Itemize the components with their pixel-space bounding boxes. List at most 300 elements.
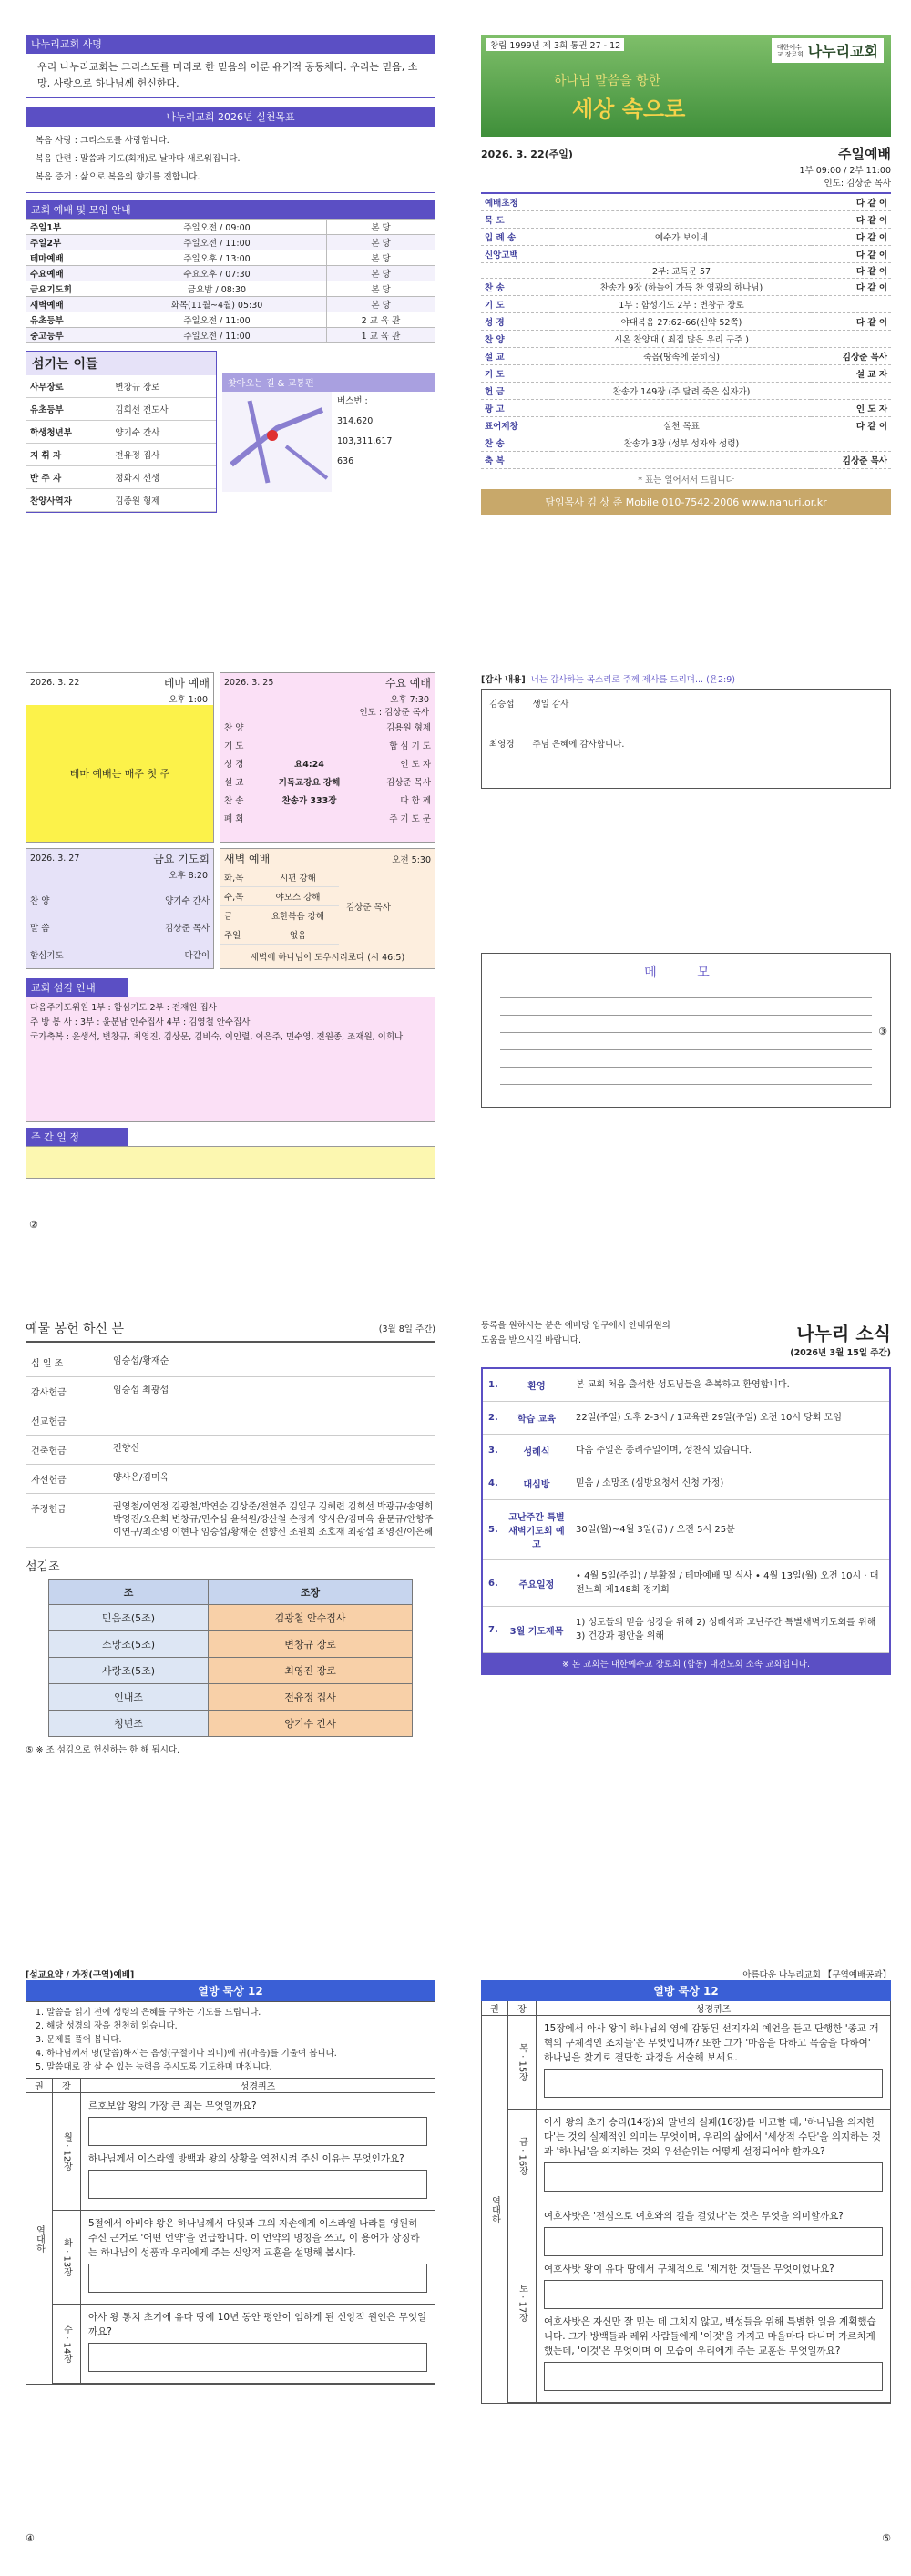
schedule-place: 본 당 — [327, 220, 435, 235]
p8-top-right: 아름다운 나누리교회 【구역예배공과】 — [742, 1970, 891, 1980]
dawn-time: 오전 5:30 — [392, 854, 431, 865]
schedule-row — [26, 220, 435, 235]
schedule-time: 화목(11월~4월) 05:30 — [107, 297, 327, 312]
order-item: 표어제창 — [485, 422, 518, 432]
schedule-time: 주일오전 / 11:00 — [107, 312, 327, 328]
p7-rules — [26, 2001, 435, 2079]
church-logo — [772, 38, 884, 63]
wed-item: 성 경 — [224, 760, 244, 770]
order-person: 다 같 이 — [855, 283, 887, 293]
order-content: 야대복음 27:62-66(신약 52쪽) — [620, 318, 742, 328]
offering-names: 권영철/이연정 김광철/박연순 김상준/전현주 김일구 김혜련 김희선 박광규/송영희 박영진/오은희 변창규/민수심 윤석원/강산철 손정자 양사은/김미옥 윤문규/안향주 이연구/최소영 이현나 임승섭/황재순 전향신 조원희 조호재 최광섭 최영진/이은혜 — [113, 1502, 434, 1538]
quiz-head — [26, 2079, 435, 2093]
dawn-table — [220, 868, 339, 945]
offering-names: 임승섭 최광섭 — [113, 1385, 169, 1395]
order-row — [481, 365, 891, 383]
news-content: 다음 주일은 종려주일이며, 성찬식 있습니다. — [576, 1446, 752, 1456]
news-footer: ※ 본 교회는 대한예수교 장로회 (합동) 대전노회 소속 교회입니다. — [483, 1653, 889, 1673]
schedule-row — [26, 235, 435, 250]
wed-row — [220, 754, 435, 772]
group-leader: 변창규 장로 — [209, 1631, 413, 1658]
order-row — [481, 331, 891, 348]
servant-name: 김희선 전도사 — [115, 405, 169, 415]
rule-item: 1. 말씀을 읽기 전에 성령의 은혜를 구하는 기도를 드립니다. — [36, 2008, 261, 2018]
order-item — [481, 263, 552, 279]
wed-item: 찬 양 — [224, 723, 244, 733]
bus-line: 636 — [337, 455, 354, 466]
order-item: 예배초청 — [485, 199, 518, 209]
header-meta: 창립 1999년 제 3회 통권 27 - 12 — [486, 38, 624, 51]
dawn-content: 야모스 강해 — [275, 893, 321, 903]
map-image — [222, 392, 332, 492]
quiz-section — [53, 2211, 435, 2305]
rule-item: 3. 문제를 풀어 봅니다. — [36, 2035, 122, 2045]
theme-title: 테마 예배 — [163, 677, 210, 690]
schedule-time: 주일오전 / 11:00 — [107, 235, 327, 250]
offering-row — [26, 1406, 435, 1436]
quiz-body — [26, 2093, 435, 2384]
schedule-place: 본 당 — [327, 266, 435, 281]
wed-row — [220, 791, 435, 809]
order-person: 다 같 이 — [855, 216, 887, 226]
news-num: 7. — [488, 1624, 498, 1635]
servant-row — [26, 444, 216, 466]
schedule-time: 수요오후 / 07:30 — [107, 266, 327, 281]
news-label: 환영 — [527, 1382, 546, 1392]
quiz-head-title: 성경퀴즈 — [240, 2082, 276, 2092]
fri-time: 오후 8:20 — [169, 871, 208, 881]
order-item: 찬 송 — [485, 283, 505, 293]
wed-title: 수요 예배 — [384, 677, 431, 690]
thanks-name: 김승섭 — [489, 700, 515, 710]
wed-person: 김상준 목사 — [386, 778, 431, 788]
order-row — [481, 383, 891, 400]
theme-time: 오후 1:00 — [169, 695, 208, 705]
order-person — [811, 434, 891, 452]
duty-line: 국가축복 : 윤생석, 변창규, 최영진, 김상문, 김비숙, 이인렬, 이은주, 민수영, 전원종, 조재원, 이희나 — [30, 1032, 404, 1042]
schedule-place: 본 당 — [327, 281, 435, 297]
fri-person: 다같이 — [184, 951, 210, 961]
servant-name: 양기수 간사 — [115, 428, 160, 438]
order-item: 성 경 — [485, 318, 505, 328]
servant-row — [26, 421, 216, 444]
offering-row — [26, 1436, 435, 1465]
rule-item: 4. 하나님께서 명(말씀)하시는 음성(구절이나 의미)에 귀(마음)를 기울여 봅니다. — [36, 2049, 337, 2059]
schedule-time: 주일오전 / 11:00 — [107, 328, 327, 343]
schedule-row — [26, 250, 435, 266]
weekly-schedule-title: 주 간 일 정 — [26, 1128, 128, 1146]
schedule-place: 본 당 — [327, 235, 435, 250]
offering-list — [26, 1348, 435, 1548]
theme-worship-box — [26, 672, 214, 843]
offering-kind: 십 일 조 — [31, 1359, 64, 1369]
order-table — [481, 192, 891, 469]
goal-item: 복음 단련 : 말씀과 기도(회개)로 날마다 새로워집니다. — [36, 154, 241, 164]
schedule-name: 주일2부 — [26, 235, 107, 250]
cover-banner — [481, 35, 891, 137]
order-item: 기 도 — [485, 301, 505, 311]
wed-person: 합 심 기 도 — [389, 741, 431, 751]
service-title: 주일예배 — [838, 146, 891, 162]
order-content: 1부 : 함성기도 2부 : 변창규 장로 — [619, 301, 744, 311]
schedule-row — [26, 297, 435, 312]
group-leader: 김광철 안수집사 — [209, 1605, 413, 1631]
quiz-questions — [537, 2016, 890, 2109]
schedule-name: 테마예배 — [26, 250, 107, 266]
page-3 — [26, 672, 435, 1255]
order-person — [811, 383, 891, 400]
order-row — [481, 348, 891, 365]
goals-title: 나누리교회 2026년 실천목표 — [26, 107, 435, 126]
wed-time: 오후 7:30 — [390, 695, 429, 705]
memo-title: 메 모 — [644, 966, 728, 980]
group-row — [49, 1711, 413, 1737]
answer-box — [544, 2162, 883, 2192]
theme-date: 2026. 3. 22 — [30, 678, 80, 688]
quiz-day: 금 · 16장 — [508, 2110, 537, 2203]
fri-table — [26, 886, 213, 968]
page-5 — [26, 1319, 435, 1884]
quiz-day: 월 · 12장 — [53, 2093, 81, 2210]
quiz-question: 5절에서 아비야 왕은 하나님께서 다윗과 그의 자손에게 이스라엘 나라를 영원히 주신 근거로 '어떤 언약'을 언급합니다. 이 언약의 명칭을 쓰고, 이 용어가 상징하는 하나님의 성품과 우리에게 주는 신앙적 교훈을 설명해 봅시다. — [88, 2218, 420, 2258]
group-name: 인내조 — [49, 1684, 209, 1711]
goal-item: 복음 증거 : 삶으로 복음의 향기를 전합니다. — [36, 172, 200, 182]
wed-worship-box — [220, 672, 435, 843]
wed-table — [220, 718, 435, 827]
wed-item: 찬 송 — [224, 796, 244, 806]
offering-week: (3월 8일 주간) — [378, 1324, 435, 1334]
page-6 — [481, 1319, 891, 1884]
group-leader: 전유정 집사 — [209, 1684, 413, 1711]
news-content: 1) 성도들의 믿음 성장을 위해 2) 성례식과 고난주간 특별새벽기도회를 위해 3) 건강과 평안을 위해 — [576, 1618, 876, 1641]
schedule-name: 수요예배 — [26, 266, 107, 281]
quiz-question: 15장에서 아사 왕이 하나님의 영에 감동된 선지자의 예언을 듣고 단행한 '종교 개혁의 구체적인 조치들'은 무엇입니까? 또한 그가 '마음을 다하고 목숨을 다하여' 하나님을 찾기로 결단한 과정을 서술해 보세요. — [544, 2023, 879, 2063]
servant-role: 반 주 자 — [30, 474, 62, 484]
order-row — [481, 211, 891, 229]
service-times: 1부 09:00 / 2부 11:00 — [799, 166, 891, 176]
order-row — [481, 229, 891, 246]
wed-content — [260, 809, 360, 827]
order-item: 축 복 — [485, 456, 505, 466]
news-content: 30일(월)~4월 3일(금) / 오전 5시 25분 — [576, 1525, 735, 1535]
duty-box — [26, 997, 435, 1122]
offering-names: 양사은/김미옥 — [113, 1473, 169, 1483]
group-name: 사랑조(5조) — [49, 1658, 209, 1684]
dawn-day: 수,목 — [224, 893, 244, 903]
servant-name: 정화지 선생 — [115, 474, 160, 484]
order-person: 다 같 이 — [855, 199, 887, 209]
answer-box — [544, 2227, 883, 2256]
mission-text: 우리 나누리교회는 그리스도를 머리로 한 믿음의 이룬 유기적 공동체다. 우리는 믿음, 소망, 사랑으로 하나님께 헌신한다. — [26, 53, 435, 98]
page-7 — [26, 1968, 435, 2550]
schedule-place: 본 당 — [327, 250, 435, 266]
p8-title: 열방 묵상 12 — [481, 1980, 891, 2001]
wed-row — [220, 809, 435, 827]
quiz-question: 아사 왕의 초기 승리(14장)와 말년의 실패(16장)를 비교할 때, '하나님을 의지한다'는 것의 실제적인 의미는 무엇이며, 우리의 삶에서 '세상적 수단'을 의지하는 것과 '하나님'을 의지하는 것의 우선순위는 어떻게 설정되어야 할까요? — [544, 2117, 881, 2157]
dawn-content: 없음 — [289, 931, 307, 941]
news-item — [483, 1467, 889, 1500]
quiz-section — [508, 2203, 890, 2403]
group-name: 청년조 — [49, 1711, 209, 1737]
church-name: 나누리교회 — [807, 43, 878, 60]
dawn-day: 금 — [224, 912, 233, 922]
answer-box — [544, 2280, 883, 2309]
schedule-row — [26, 312, 435, 328]
servant-row — [26, 398, 216, 421]
schedule-row — [26, 281, 435, 297]
order-content — [552, 246, 811, 263]
news-box — [481, 1367, 891, 1675]
order-person: 다 같 이 — [855, 318, 887, 328]
order-note: * 표는 일어서서 드립니다 — [638, 475, 734, 486]
order-item: 기 도 — [485, 370, 505, 380]
wed-content — [260, 718, 360, 736]
order-content: 시온 찬양대 ( 죄집 많은 우리 구주 ) — [614, 335, 749, 345]
dawn-verse: 새벽에 하나님이 도우시리로다 (시 46:5) — [250, 953, 405, 963]
wed-row — [220, 718, 435, 736]
theme-body: 테마 예배는 매주 첫 주 — [26, 705, 213, 842]
offering-kind: 건축헌금 — [31, 1446, 67, 1457]
news-num: 4. — [488, 1478, 498, 1488]
quiz-day: 화 · 13장 — [53, 2211, 81, 2304]
news-label: 성례식 — [523, 1447, 550, 1457]
answer-box — [88, 2264, 427, 2293]
order-row — [481, 263, 891, 279]
schedule-place: 2 교 육 관 — [327, 312, 435, 328]
fri-row — [26, 941, 213, 968]
order-item: 헌 금 — [485, 387, 505, 397]
news-intro: 등록을 원하시는 분은 예배당 입구에서 안내위원의 도움을 받으시길 바랍니다. — [481, 1321, 670, 1345]
weekly-schedule-box — [26, 1146, 435, 1179]
group-leader: 최영진 장로 — [209, 1658, 413, 1684]
news-label: 주요일정 — [518, 1579, 555, 1590]
p7-title: 열방 묵상 12 — [26, 1980, 435, 2001]
fri-item: 말 씀 — [30, 924, 50, 934]
rule-item: 5. 말씀대로 잘 살 수 있는 능력을 주시도록 기도하며 마칩니다. — [36, 2062, 272, 2072]
memo-box — [481, 953, 891, 1108]
order-content — [552, 211, 811, 229]
bus-line: 314,620 — [337, 415, 374, 426]
wed-leader: 인도 : 김상준 목사 — [359, 708, 429, 718]
quiz-question: 여호사밧은 자신만 잘 믿는 데 그치지 않고, 백성들을 위해 특별한 일을 계획했습니다. 그가 방백들과 레위 사람들에게 '이것'을 가지고 마을마다 다니며 가르치게 했는데, '이것'은 무엇이며 이 모습이 우리에게 주는 교훈은 무엇일까요? — [544, 2316, 876, 2356]
order-content: 찬송가 9장 (하늘에 가득 찬 영광의 하나님) — [599, 283, 763, 293]
schedule-name: 유초등부 — [26, 312, 107, 328]
news-content: 본 교회 처음 출석한 성도님들을 축복하고 환영합니다. — [576, 1380, 790, 1390]
quiz-head-book: 권 — [26, 2079, 53, 2092]
page-8 — [481, 1968, 891, 2550]
schedule-row — [26, 266, 435, 281]
quiz-question: 르호보암 왕의 가장 큰 죄는 무엇일까요? — [88, 2101, 257, 2111]
groups-table — [48, 1579, 413, 1737]
servant-name: 변창규 장로 — [115, 383, 160, 393]
page-2 — [481, 35, 891, 508]
group-row — [49, 1658, 413, 1684]
order-item: 입 례 송 — [485, 233, 517, 243]
order-row — [481, 313, 891, 331]
order-row — [481, 400, 891, 417]
order-person: 다 같 이 — [855, 233, 887, 243]
order-row — [481, 279, 891, 296]
order-person: 김상준 목사 — [842, 456, 887, 466]
schedule-place: 본 당 — [327, 297, 435, 312]
order-person: 다 같 이 — [855, 250, 887, 261]
group-name: 믿음조(5조) — [49, 1605, 209, 1631]
news-num: 2. — [488, 1413, 498, 1423]
offering-title: 예물 봉헌 하신 분 — [26, 1322, 125, 1336]
quiz-head-title: 성경퀴즈 — [695, 2005, 732, 2015]
quiz-day: 토 · 17장 — [508, 2203, 537, 2402]
schedule-row — [26, 328, 435, 343]
thanks-reason: 생일 감사 — [532, 700, 569, 710]
thanks-title: [감사 내용] — [481, 675, 526, 685]
thanks-box — [481, 689, 891, 789]
order-person: 김상준 목사 — [842, 353, 887, 363]
offering-names: 임승섭/황재순 — [113, 1356, 169, 1366]
quiz-section — [508, 2016, 890, 2110]
order-item: 설 교 — [485, 353, 505, 363]
goals-list — [26, 126, 435, 193]
quiz-day: 수 · 14장 — [53, 2305, 81, 2383]
fri-item: 합심기도 — [30, 951, 64, 961]
offering-kind: 자선헌금 — [31, 1476, 67, 1486]
rule-item: 2. 해당 성경의 장을 천천히 읽습니다. — [36, 2021, 178, 2031]
quiz-table — [26, 2079, 435, 2385]
wed-content — [260, 736, 360, 754]
offering-row — [26, 1348, 435, 1377]
news-num: 6. — [488, 1578, 498, 1589]
answer-box — [544, 2362, 883, 2391]
offering-kind: 감사헌금 — [31, 1388, 67, 1398]
quiz-book: 역대하 — [26, 2093, 53, 2384]
servant-row — [26, 466, 216, 489]
groups-title: 섬김조 — [26, 1560, 60, 1574]
church-sub: 대한예수교 장로회 — [776, 43, 804, 58]
fri-row — [26, 914, 213, 941]
news-num: 1. — [488, 1380, 498, 1390]
schedule-title: 교회 예배 및 모임 안내 — [26, 200, 435, 219]
offering-names: 전향신 — [113, 1444, 139, 1454]
directions-box — [222, 373, 435, 492]
page-number: ⑤ — [882, 2532, 891, 2544]
quiz-section — [508, 2110, 890, 2203]
schedule-name: 중고등부 — [26, 328, 107, 343]
quiz-question: 아사 왕 통치 초기에 유다 땅에 10년 동안 평안이 임하게 된 신앙적 원인은 무엇일까요? — [88, 2312, 427, 2337]
order-item: 찬 양 — [485, 335, 505, 345]
wed-person: 인 도 자 — [400, 760, 431, 770]
dawn-day: 화,목 — [224, 874, 244, 884]
dawn-worship-box — [220, 848, 435, 969]
groups-head-group: 조 — [49, 1580, 209, 1605]
schedule-name: 주일1부 — [26, 220, 107, 235]
order-row — [481, 417, 891, 434]
quiz-section — [53, 2093, 435, 2211]
order-content: 예수가 보이네 — [654, 233, 709, 243]
schedule-time: 주일오전 / 09:00 — [107, 220, 327, 235]
order-content: 2부: 교독문 57 — [651, 267, 711, 277]
quiz-questions — [81, 2305, 435, 2383]
schedule-name: 새벽예배 — [26, 297, 107, 312]
order-row — [481, 296, 891, 313]
group-row — [49, 1631, 413, 1658]
groups-head-leader: 조장 — [209, 1580, 413, 1605]
order-row — [481, 452, 891, 469]
schedule-time: 주일오후 / 13:00 — [107, 250, 327, 266]
order-content: 찬송가 149장 (주 달려 죽은 십자가) — [612, 387, 751, 397]
fri-prayer-box — [26, 848, 214, 969]
quiz-questions — [81, 2211, 435, 2304]
servant-role: 찬양사역자 — [30, 496, 72, 506]
news-item — [483, 1560, 889, 1607]
quiz-questions — [537, 2110, 890, 2203]
quiz-question: 여호사밧은 '전심으로 여호와의 길을 걸었다'는 것은 무엇을 의미할까요? — [544, 2211, 844, 2222]
servants-table — [26, 375, 216, 512]
order-row — [481, 246, 891, 263]
order-content — [552, 193, 811, 211]
order-content: 실천 목표 — [663, 422, 700, 432]
quiz-questions — [81, 2093, 435, 2210]
thanks-reason: 주님 은혜에 감사합니다. — [532, 740, 625, 750]
quiz-day: 목 · 15장 — [508, 2016, 537, 2109]
group-leader: 양기수 간사 — [209, 1711, 413, 1737]
servant-role: 사무장로 — [30, 383, 64, 393]
wed-content: 요4:24 — [294, 760, 324, 770]
service-leader: 인도: 김상준 목사 — [824, 179, 891, 189]
quiz-book: 역대하 — [482, 2016, 508, 2403]
quiz-question: 여호사밧 왕이 유다 땅에서 구체적으로 '제거한 것'들은 무엇이었나요? — [544, 2264, 834, 2274]
news-item — [483, 1500, 889, 1560]
quiz-head-chapter: 장 — [53, 2079, 81, 2092]
wed-item: 폐 회 — [224, 814, 244, 824]
duty-line: 다음주기도위원 1부 : 함심기도 2부 : 전재원 집사 — [30, 1003, 217, 1013]
page-1 — [26, 35, 435, 506]
fri-title: 금요 기도회 — [153, 853, 210, 865]
order-content — [552, 452, 811, 469]
quiz-question: 하나님께서 이스라엘 방백과 왕의 상황을 역전시켜 주신 이유는 무엇인가요? — [88, 2153, 404, 2164]
servant-row — [26, 375, 216, 398]
offering-row — [26, 1465, 435, 1494]
thanks-verse: 너는 감사하는 목소리로 주께 제사를 드리며... (욘2:9) — [530, 675, 735, 685]
service-date: 2026. 3. 22(주일) — [481, 148, 573, 160]
mission-title: 나누리교회 사명 — [26, 35, 435, 53]
goal-item: 복음 사랑 : 그리스도를 사랑합니다. — [36, 136, 169, 146]
wed-content: 찬송가 333장 — [281, 796, 337, 806]
news-item — [483, 1435, 889, 1467]
schedule-time: 금요밤 / 08:30 — [107, 281, 327, 297]
dawn-row — [220, 868, 339, 887]
news-item — [483, 1402, 889, 1435]
fri-date: 2026. 3. 27 — [30, 854, 80, 864]
news-content: 믿음 / 소망조 (심방요청서 신청 가정) — [576, 1478, 724, 1488]
news-num: 3. — [488, 1446, 498, 1456]
news-title: 나누리 소식 — [796, 1323, 891, 1344]
order-person: 인 도 자 — [855, 404, 887, 414]
wed-item: 설 교 — [224, 778, 244, 788]
page-number: ③ — [878, 1026, 887, 1038]
order-item: 신앙고백 — [485, 250, 518, 261]
quiz-table — [481, 2001, 891, 2404]
bus-line: 103,311,617 — [337, 435, 393, 446]
offering-row — [26, 1377, 435, 1406]
bus-title: 버스번 : — [337, 395, 368, 406]
wed-row — [220, 772, 435, 791]
order-person: 설 교 자 — [855, 370, 887, 380]
order-content — [552, 365, 811, 383]
schedule-place: 1 교 육 관 — [327, 328, 435, 343]
news-label: 3월 기도제목 — [509, 1626, 564, 1637]
quiz-sections — [508, 2016, 890, 2403]
wed-person: 다 함 께 — [400, 796, 431, 806]
dawn-content: 요한복음 강해 — [271, 912, 325, 922]
